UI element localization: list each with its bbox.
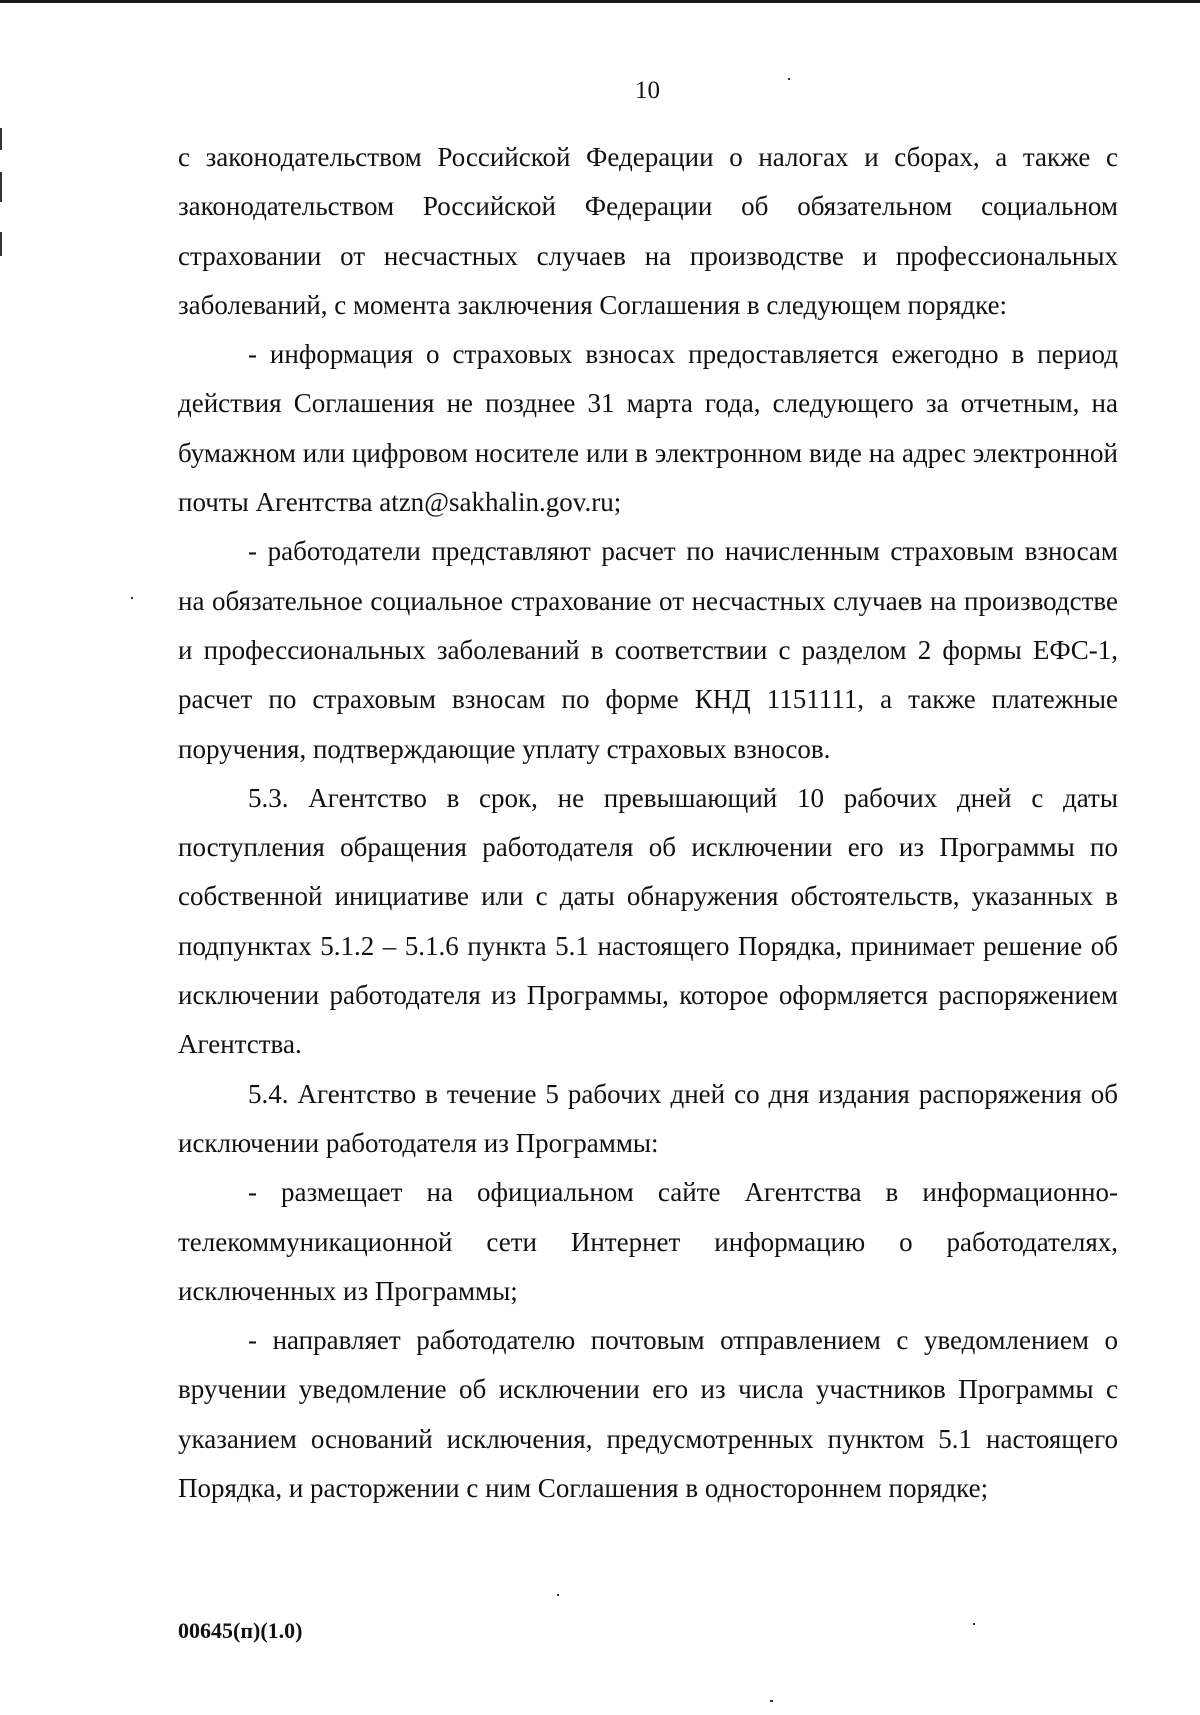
top-border-line bbox=[0, 0, 1200, 3]
scan-speck bbox=[770, 1700, 773, 1702]
scan-margin-mark bbox=[0, 128, 2, 150]
page-number: 10 bbox=[635, 77, 660, 104]
paragraph-insurance-info: - информация о страховых взносах предоставляется ежегодно в период действия Соглашения не позднее 31 марта года, следующего за отчетным, на бумажном или цифровом носителе или в электронном виде на адрес электронной почты Агентства atzn@sakhalin.gov.ru; bbox=[178, 339, 1118, 518]
document-footer-code: 00645(п)(1.0) bbox=[178, 1618, 303, 1643]
paragraph-employer-reports: - работодатели представляют расчет по начисленным страховым взносам на обязательное социальное страхование от несчастных случаев на производстве и профессиональных заболеваний в соответствии с разделом 2 формы ЕФС-1, расчет по страховым взносам по форме КНД 1151111, а также платежные поручения, подтверждающие уплату страховых взносов. bbox=[178, 536, 1118, 764]
document-body bbox=[178, 133, 1118, 1513]
scan-margin-mark bbox=[0, 232, 2, 256]
scan-speck bbox=[973, 1623, 975, 1625]
scan-speck bbox=[557, 1594, 559, 1596]
paragraph-clause-5-4: 5.4. Агентство в течение 5 рабочих дней со дня издания распоряжения об исключении работодателя из Программы: bbox=[178, 1078, 1118, 1158]
scan-speck bbox=[131, 597, 133, 599]
paragraph-postal-notice: - направляет работодателю почтовым отправлением с уведомлением о вручении уведомление об исключении его из числа участников Программы с указанием оснований исключения, предусмотренных пунктом 5.1 настоящего Порядка, и расторжении с ним Соглашения в одностороннем порядке; bbox=[178, 1325, 1118, 1504]
scan-margin-mark bbox=[0, 172, 2, 202]
paragraph-website-notice: - размещает на официальном сайте Агентства в информационно-телекоммуникационной сети Интернет информацию о работодателях, исключенных из Программы; bbox=[178, 1177, 1118, 1306]
paragraph-clause-5-3: 5.3. Агентство в срок, не превышающий 10 рабочих дней с даты поступления обращения работодателя об исключении его из Программы по собственной инициативе или с даты обнаружения обстоятельств, указанных в подпунктах 5.1.2 – 5.1.6 пункта 5.1 настоящего Порядка, принимает решение об исключении работодателя из Программы, которое оформляется распоряжением Агентства. bbox=[178, 782, 1118, 1060]
paragraph-continuation: с законодательством Российской Федерации о налогах и сборах, а также с законодательством Российской Федерации об обязательном социальном страховании от несчастных случаев на производстве и профессиональных заболеваний, с момента заключения Соглашения в следующем порядке: bbox=[178, 142, 1118, 320]
